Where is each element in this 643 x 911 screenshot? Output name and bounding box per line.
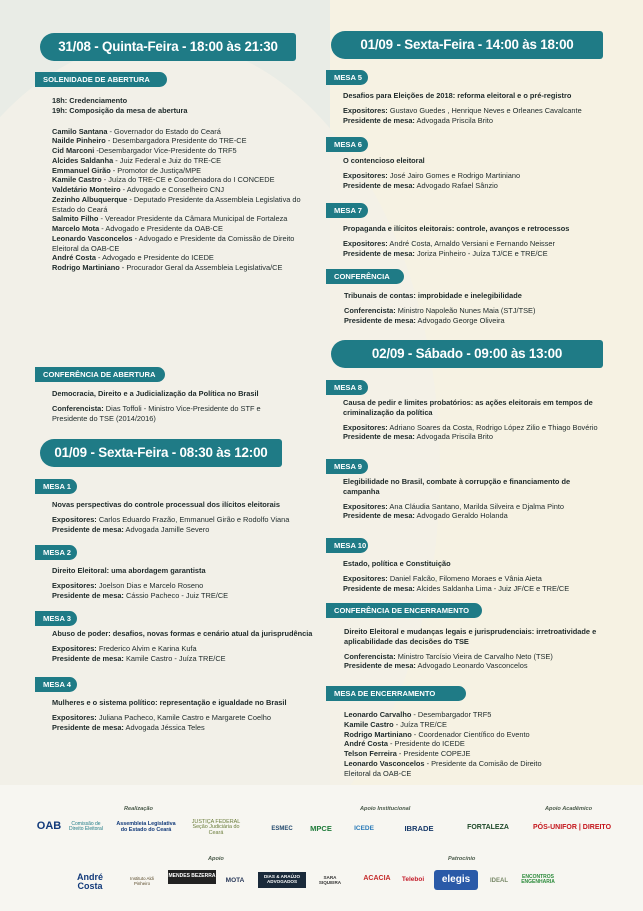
member-role: - Presidente do ICEDE: [387, 739, 465, 749]
member-role: - Desembargador TRF5: [411, 710, 492, 719]
mesa-expositores: [343, 171, 613, 181]
member-role: - Presidente da Comisão de Direito Eleitoral da OAB-CE: [344, 758, 542, 778]
member-name: Cid Marconi: [52, 146, 95, 156]
enc-member-line: [344, 739, 544, 749]
pres-key: Presidente de mesa:: [343, 583, 415, 593]
member-name: Emmanuel Girão: [52, 165, 111, 175]
member-name: Camilo Santana: [52, 126, 108, 136]
mesa-block: [52, 566, 314, 600]
mesa-block: [343, 156, 613, 190]
mesa-expositores: [52, 644, 314, 654]
teleboi-logo: Teleboi: [401, 875, 425, 883]
member-role: - Coordenador Científico do Evento: [411, 729, 530, 739]
member-name: Leonardo Carvalho: [344, 710, 412, 719]
pres-key: Presidente de mesa:: [343, 432, 415, 442]
mesa-encerramento-label: MESA DE ENCERRAMENTO: [326, 686, 466, 701]
member-role: - Deputado Presidente da Assembleia Legislativa do Estado do Ceará: [52, 194, 301, 214]
enc-title: Direito Eleitoral e mudanças legais e jurisprudenciais: irretroatividade e aplicabilidade das decisões do TSE: [344, 627, 597, 646]
mesa-label: MESA 3: [35, 611, 77, 626]
member-name: Alcides Saldanha: [52, 155, 114, 165]
member-role: - Advogado e Presidente do ICEDE: [95, 253, 214, 263]
mesa-title: Mulheres e o sistema político: representação e igualdade no Brasil: [52, 698, 287, 707]
mesa-label: MESA 7: [326, 203, 368, 218]
member-line: [52, 253, 302, 263]
conf-value: Ministro Napoleão Nunes Maia (STJ/TSE): [395, 305, 536, 315]
member-name: André Costa: [344, 739, 388, 749]
pres-key: Presidente de mesa:: [343, 248, 415, 258]
mesa-title: Abuso de poder: desafios, novas formas e cenário atual da jurisprudência: [52, 629, 313, 638]
mesa-expositores: [52, 515, 314, 525]
pres-value: Advogado Leonardo Vasconcelos: [415, 661, 528, 671]
enc-value: Ministro Tarcísio Vieira de Carvalho Neto (TSE): [395, 651, 553, 661]
pres-value: Advogado George Oliveira: [415, 315, 505, 325]
justica-federal-logo: JUSTIÇA FEDERAL Seção Judiciária do Ceará: [191, 818, 241, 836]
mesa-title: Desafios para Eleições de 2018: reforma eleitoral e o pré-registro: [343, 91, 572, 100]
mesa-title: Elegibilidade no Brasil, combate à corrupção e financiamento de campanha: [343, 477, 571, 496]
mesa-title: Estado, política e Constituição: [343, 559, 451, 568]
mesa-expositores: [343, 239, 613, 249]
member-line: [52, 214, 302, 224]
mesa-presidente: [343, 181, 613, 191]
member-role: - Vereador Presidente da Câmara Municipal de Fortaleza: [98, 214, 288, 224]
day-header-0209: 02/09 - Sábado - 09:00 às 13:00: [331, 340, 603, 368]
exp-key: Expositores:: [52, 643, 97, 653]
member-line: [52, 156, 302, 166]
assembleia-logo: Assembleia Legislativa do Estado do Ceará: [116, 821, 176, 833]
enc-key: Conferencista:: [344, 651, 396, 661]
exp-key: Expositores:: [343, 422, 388, 432]
solenidade-label: SOLENIDADE DE ABERTURA: [35, 72, 167, 87]
member-role: - Juíza TRE/CE: [393, 719, 447, 729]
member-name: Salmito Filho: [52, 214, 99, 224]
mesa-label: MESA 6: [326, 137, 368, 152]
conf-value: Dias Toffoli - Ministro Vice-Presidente do STF e Presidente do TSE (2014/2016): [52, 403, 261, 423]
mesa-presidente: [52, 723, 314, 733]
mesa-block: [343, 91, 613, 125]
member-name: Zezinho Albuquerque: [52, 194, 128, 204]
exp-key: Expositores:: [343, 238, 388, 248]
mesa-block: [52, 500, 314, 534]
conf-key: Conferencista:: [52, 403, 104, 413]
ibrade-logo: IBRADE: [404, 824, 434, 834]
enc-member-line: [344, 759, 544, 779]
member-name: Leonardo Vasconcelos: [344, 758, 425, 768]
pres-key: Presidente de mesa:: [52, 590, 124, 600]
enc-member-line: [344, 710, 544, 720]
member-role: -Desembargador Vice-Presidente do TRF5: [94, 146, 237, 156]
conferencia-block: [344, 291, 604, 325]
day-header-0109-pm: 01/09 - Sexta-Feira - 14:00 às 18:00: [331, 31, 603, 59]
footer-patrocinio: Patrocínio: [448, 856, 476, 862]
mesa-label: MESA 8: [326, 380, 368, 395]
pres-key: Presidente de mesa:: [344, 661, 416, 671]
exp-value: Gustavo Guedes , Henrique Neves e Orleanes Cavalcante: [387, 105, 582, 115]
member-role: - Juiz Federal e Juiz do TRE-CE: [113, 155, 222, 165]
member-line: [52, 195, 302, 215]
member-name: Leonardo Vasconcelos: [52, 233, 133, 243]
day-header-3108: 31/08 - Quinta-Feira - 18:00 às 21:30: [40, 33, 296, 61]
mesa-label: MESA 9: [326, 459, 368, 474]
mesa-presidente: [343, 249, 613, 259]
member-name: Rodrigo Martiniano: [344, 729, 412, 739]
member-name: Kamile Castro: [344, 719, 394, 729]
icede-logo: ICEDE: [354, 824, 374, 832]
dias-araujo-logo: DIAS & ARAÚJO ADVOGADOS: [258, 872, 306, 888]
member-role: - Advogado e Conselheiro CNJ: [120, 185, 225, 195]
mesa-expositores: [52, 713, 314, 723]
member-line: [52, 166, 302, 176]
pres-key: Presidente de mesa:: [343, 511, 415, 521]
exp-value: Carlos Eduardo Frazão, Emmanuel Girão e Rodolfo Viana: [96, 514, 290, 524]
pres-key: Presidente de mesa:: [343, 115, 415, 125]
mesa-presidente: [343, 116, 613, 126]
mesa-title: Novas perspectivas do controle processual dos ilícitos eleitorais: [52, 500, 280, 509]
mesa-title: Direito Eleitoral: uma abordagem garantista: [52, 566, 206, 575]
member-role: - Procurador Geral da Assembleia Legislativa/CE: [119, 263, 283, 273]
mesa-title: O contencioso eleitoral: [343, 156, 425, 165]
member-role: - Governador do Estado do Ceará: [107, 126, 221, 136]
pres-value: Alcides Saldanha Lima - Juiz JF/CE e TRE/CE: [414, 583, 570, 593]
conf-key: Conferencista:: [344, 305, 396, 315]
mota-logo: MOTA: [225, 876, 245, 884]
member-role: - Desembargadora Presidente do TRE-CE: [105, 136, 247, 146]
sara-siqueira-logo: SARA SIQUEIRA: [318, 875, 342, 885]
mesa-block: [52, 698, 314, 732]
member-name: Nailde Pinheiro: [52, 136, 106, 146]
exp-value: José Jairo Gomes e Rodrigo Martiniano: [387, 170, 521, 180]
exp-value: André Costa, Arnaldo Versiani e Fernando Neisser: [387, 238, 555, 248]
enc-members: [344, 710, 544, 778]
mesa-expositores: [52, 581, 314, 591]
exp-key: Expositores:: [52, 514, 97, 524]
member-name: Rodrigo Martiniano: [52, 263, 120, 273]
conf-title: Tribunais de contas: improbidade e inelegibilidade: [344, 291, 522, 300]
mesa-title: Propaganda e ilícitos eleitorais: controle, avanços e retrocessos: [343, 224, 570, 233]
mesa-expositores: [343, 574, 605, 584]
footer-realizacao: Realização: [124, 806, 153, 812]
mesa-presidente: [52, 525, 314, 535]
esmec-logo: ESMEC: [271, 825, 293, 832]
oab-logo: OAB: [36, 820, 62, 833]
unifor-logo: PÓS-UNIFOR | DIREITO: [532, 824, 612, 832]
member-role: - Promotor de Justiça/MPE: [110, 165, 202, 175]
instituto-logo: Instituto Aldi Pinheiro: [130, 876, 154, 886]
footer-apoio: Apoio: [208, 856, 224, 862]
day-header-0109-am: 01/09 - Sexta-Feira - 08:30 às 12:00: [40, 439, 282, 467]
pres-value: Advogada Priscila Brito: [414, 432, 493, 442]
pres-value: Advogada Jamille Severo: [123, 524, 210, 534]
exp-key: Expositores:: [343, 170, 388, 180]
member-line: [52, 146, 302, 156]
mesa-block: [343, 559, 605, 593]
exp-key: Expositores:: [52, 580, 97, 590]
comissao-logo: Comissão de Direito Eleitoral: [69, 820, 103, 832]
mesa-block: [343, 398, 605, 442]
mesa-presidente: [343, 432, 605, 442]
pres-key: Presidente de mesa:: [344, 315, 416, 325]
member-line: [52, 127, 302, 137]
mesa-label: MESA 4: [35, 677, 77, 692]
mesa-title: Causa de pedir e limites probatórios: as ações eleitorais em tempos de criminalização da política: [343, 398, 593, 417]
enc-member-line: [344, 730, 544, 740]
mesa-block: [343, 477, 605, 521]
footer-apoio-inst: Apoio Institucional: [360, 806, 411, 812]
pres-value: Advogado Geraldo Holanda: [414, 511, 508, 521]
exp-key: Expositores:: [343, 501, 388, 511]
conf-encerramento-block: [344, 627, 606, 671]
conf-abertura-block: [52, 389, 297, 423]
exp-value: Daniel Falcão, Filomeno Moraes e Vânia Aieta: [387, 573, 542, 583]
enc-member-line: [344, 720, 544, 730]
exp-key: Expositores:: [343, 105, 388, 115]
member-line: [52, 136, 302, 146]
pres-key: Presidente de mesa:: [343, 180, 415, 190]
member-name: Marcelo Mota: [52, 224, 100, 234]
member-role: - Advogado e Presidente da OAB-CE: [99, 224, 223, 234]
pres-key: Presidente de mesa:: [52, 722, 124, 732]
pres-key: Presidente de mesa:: [52, 653, 124, 663]
pres-value: Cássio Pacheco - Juiz TRE/CE: [123, 590, 229, 600]
footer-apoio-acad: Apoio Acadêmico: [545, 806, 593, 812]
conferencia-label: CONFERÊNCIA: [326, 269, 404, 284]
member-role: - Juíza do TRE-CE e Coordenadora do I CONCEDE: [101, 175, 275, 185]
pres-value: Advogada Jéssica Teles: [123, 722, 205, 732]
mesa-expositores: [343, 502, 605, 512]
mendes-bezerra-logo: MENDES BEZERRA: [168, 870, 216, 884]
mesa-label: MESA 5: [326, 70, 368, 85]
member-line: [52, 224, 302, 234]
members-list: [52, 127, 302, 273]
member-line: [52, 234, 302, 254]
mesa-expositores: [343, 106, 613, 116]
conf-encerramento-label: CONFERÊNCIA DE ENCERRAMENTO: [326, 603, 482, 618]
mesa-block: [343, 224, 613, 258]
mesa-presidente: [343, 584, 605, 594]
pres-value: Joriza Pinheiro - Juíza TJ/CE e TRE/CE: [414, 248, 548, 258]
member-line: [52, 175, 302, 185]
mesa-block: [52, 629, 314, 663]
mesa-presidente: [52, 591, 314, 601]
pres-key: Presidente de mesa:: [52, 524, 124, 534]
mesa-expositores: [343, 423, 605, 433]
mesa-label: MESA 1: [35, 479, 77, 494]
member-line: [52, 185, 302, 195]
mesa-label: MESA 2: [35, 545, 77, 560]
encontros-logo: ENCONTROS ENGENHARIA: [521, 873, 555, 885]
exp-value: Frederico Alvim e Karina Kufa: [96, 643, 197, 653]
exp-value: Adriano Soares da Costa, Rodrigo López Zilio e Thiago Bovério: [387, 422, 598, 432]
elegis-logo: elegis: [434, 870, 478, 890]
solenidade-block: [52, 96, 302, 273]
member-line: [52, 263, 302, 273]
pres-value: Kamile Castro - Juíza TRE/CE: [123, 653, 226, 663]
mesa-presidente: [52, 654, 314, 664]
conf-title: Democracia, Direito e a Judicialização da Política no Brasil: [52, 389, 259, 398]
mpce-logo: MPCE: [310, 824, 332, 834]
member-role: - Advogado e Presidente da Comissão de Direito Eleitoral da OAB-CE: [52, 233, 295, 253]
acacia-logo: ACACIA: [363, 875, 391, 883]
member-name: Telson Ferreira: [344, 749, 397, 759]
exp-value: Joelson Dias e Marcelo Roseno: [96, 580, 204, 590]
mesa-presidente: [343, 511, 605, 521]
pres-value: Advogada Priscila Brito: [414, 115, 493, 125]
member-name: André Costa: [52, 253, 96, 263]
exp-value: Juliana Pacheco, Kamile Castro e Margarete Coelho: [96, 712, 271, 722]
sol-line: 18h: Credenciamento: [52, 96, 128, 105]
exp-value: Ana Cláudia Santano, Marilda Silveira e Djalma Pinto: [387, 501, 565, 511]
mesa-label: MESA 10: [326, 538, 368, 553]
member-name: Valdetário Monteiro: [52, 185, 121, 195]
enc-member-line: [344, 749, 544, 759]
ideal-logo: IDEAL: [490, 877, 508, 884]
exp-key: Expositores:: [52, 712, 97, 722]
conf-abertura-label: CONFERÊNCIA DE ABERTURA: [35, 367, 165, 382]
andre-costa-logo: André Costa: [76, 871, 103, 891]
sol-line: 19h: Composição da mesa de abertura: [52, 105, 188, 115]
camara-fortaleza-logo: FORTALEZA: [467, 824, 509, 832]
member-role: - Presidente COPEJE: [396, 749, 471, 759]
member-name: Kamile Castro: [52, 175, 102, 185]
exp-key: Expositores:: [343, 573, 388, 583]
pres-value: Advogado Rafael Sânzio: [414, 180, 498, 190]
